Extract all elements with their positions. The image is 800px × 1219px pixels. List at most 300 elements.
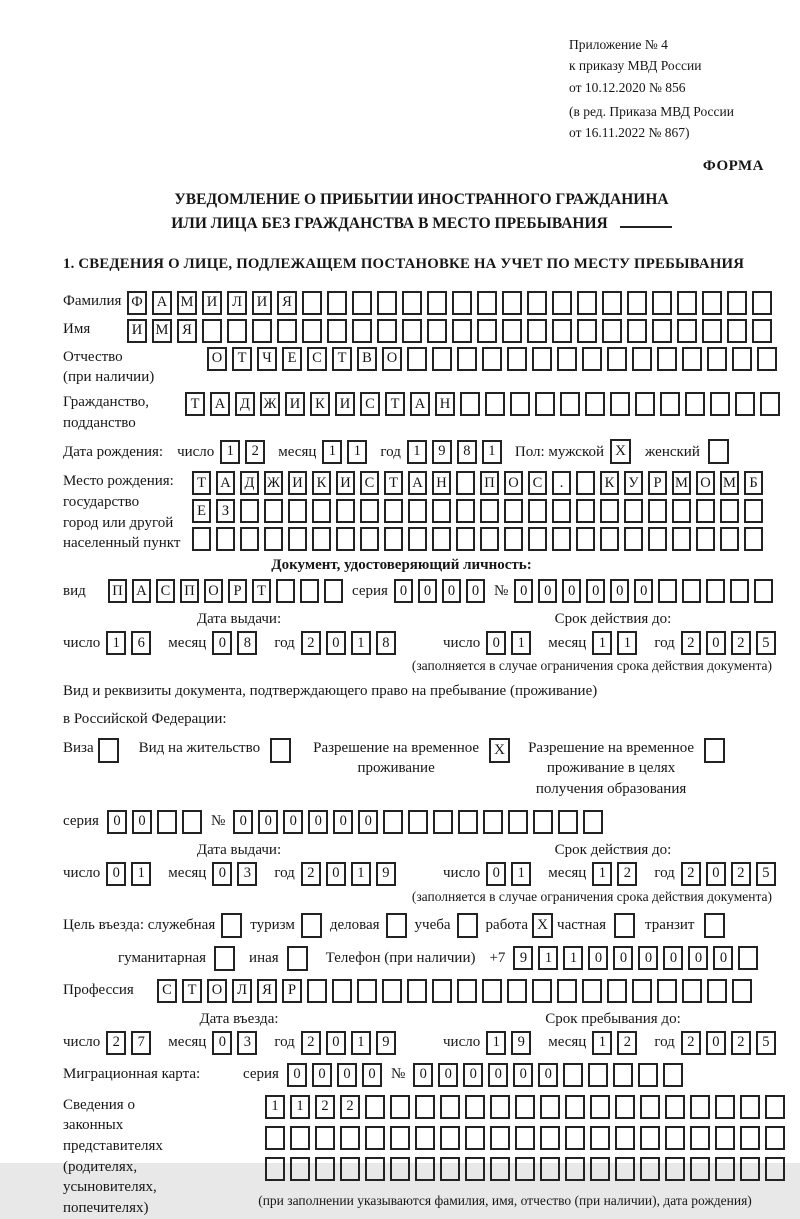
char-cell[interactable]: И: [288, 471, 307, 495]
char-cell[interactable]: Ж: [264, 471, 283, 495]
char-cell[interactable]: [744, 527, 763, 551]
char-cell[interactable]: С: [156, 579, 175, 603]
char-cell[interactable]: [727, 319, 747, 343]
char-cell[interactable]: [315, 1126, 335, 1150]
char-cell[interactable]: [624, 527, 643, 551]
char-cell[interactable]: 1: [617, 631, 637, 655]
char-cell[interactable]: Т: [385, 392, 405, 416]
char-cell[interactable]: 1: [538, 946, 558, 970]
purpose-work-checkbox[interactable]: X: [532, 913, 553, 938]
char-cell[interactable]: [565, 1095, 585, 1119]
char-cell[interactable]: [465, 1095, 485, 1119]
char-cell[interactable]: 0: [212, 1031, 232, 1055]
char-cell[interactable]: [408, 527, 427, 551]
char-cell[interactable]: [677, 319, 697, 343]
char-cell[interactable]: И: [335, 392, 355, 416]
char-cell[interactable]: 7: [131, 1031, 151, 1055]
char-cell[interactable]: [508, 810, 528, 834]
char-cell[interactable]: 9: [376, 862, 396, 886]
char-cell[interactable]: [482, 347, 502, 371]
char-cell[interactable]: Р: [282, 979, 302, 1003]
purpose-other-checkbox[interactable]: [287, 946, 308, 971]
char-cell[interactable]: [557, 347, 577, 371]
char-cell[interactable]: [407, 347, 427, 371]
char-cell[interactable]: [602, 291, 622, 315]
char-cell[interactable]: 9: [376, 1031, 396, 1055]
char-cell[interactable]: 5: [756, 1031, 776, 1055]
char-cell[interactable]: [480, 499, 499, 523]
purpose-study-checkbox[interactable]: [457, 913, 478, 938]
char-cell[interactable]: [465, 1126, 485, 1150]
char-cell[interactable]: 1: [592, 1031, 612, 1055]
char-cell[interactable]: 1: [351, 1031, 371, 1055]
char-cell[interactable]: 1: [511, 862, 531, 886]
char-cell[interactable]: [690, 1157, 710, 1181]
char-cell[interactable]: [528, 499, 547, 523]
char-cell[interactable]: [408, 499, 427, 523]
char-cell[interactable]: [515, 1095, 535, 1119]
gender-male-checkbox[interactable]: X: [610, 439, 631, 464]
char-cell[interactable]: 0: [538, 1063, 558, 1087]
char-cell[interactable]: [588, 1063, 608, 1087]
char-cell[interactable]: [532, 979, 552, 1003]
char-cell[interactable]: 2: [301, 1031, 321, 1055]
char-cell[interactable]: М: [152, 319, 172, 343]
char-cell[interactable]: [665, 1126, 685, 1150]
char-cell[interactable]: О: [382, 347, 402, 371]
char-cell[interactable]: [288, 499, 307, 523]
char-cell[interactable]: [265, 1126, 285, 1150]
char-cell[interactable]: Д: [235, 392, 255, 416]
char-cell[interactable]: [665, 1095, 685, 1119]
char-cell[interactable]: 0: [233, 810, 253, 834]
char-cell[interactable]: [685, 392, 705, 416]
char-cell[interactable]: 1: [322, 440, 342, 464]
char-cell[interactable]: Р: [648, 471, 667, 495]
char-cell[interactable]: [336, 527, 355, 551]
char-cell[interactable]: [535, 392, 555, 416]
char-cell[interactable]: [327, 319, 347, 343]
char-cell[interactable]: [290, 1126, 310, 1150]
char-cell[interactable]: 3: [237, 862, 257, 886]
char-cell[interactable]: [433, 810, 453, 834]
char-cell[interactable]: 8: [457, 440, 477, 464]
char-cell[interactable]: [456, 527, 475, 551]
char-cell[interactable]: [302, 291, 322, 315]
char-cell[interactable]: [336, 499, 355, 523]
char-cell[interactable]: 2: [617, 862, 637, 886]
char-cell[interactable]: 1: [592, 631, 612, 655]
char-cell[interactable]: [527, 291, 547, 315]
char-cell[interactable]: [624, 499, 643, 523]
char-cell[interactable]: [765, 1126, 785, 1150]
char-cell[interactable]: И: [285, 392, 305, 416]
char-cell[interactable]: [682, 579, 701, 603]
char-cell[interactable]: [710, 392, 730, 416]
char-cell[interactable]: 1: [290, 1095, 310, 1119]
char-cell[interactable]: [720, 499, 739, 523]
char-cell[interactable]: [300, 579, 319, 603]
char-cell[interactable]: [707, 979, 727, 1003]
char-cell[interactable]: [327, 291, 347, 315]
char-cell[interactable]: [600, 527, 619, 551]
char-cell[interactable]: [390, 1126, 410, 1150]
char-cell[interactable]: [552, 319, 572, 343]
char-cell[interactable]: У: [624, 471, 643, 495]
char-cell[interactable]: 2: [681, 862, 701, 886]
purpose-tourism-checkbox[interactable]: [301, 913, 322, 938]
char-cell[interactable]: [696, 499, 715, 523]
char-cell[interactable]: 0: [538, 579, 557, 603]
char-cell[interactable]: 1: [265, 1095, 285, 1119]
char-cell[interactable]: 0: [308, 810, 328, 834]
char-cell[interactable]: [532, 347, 552, 371]
char-cell[interactable]: [192, 527, 211, 551]
char-cell[interactable]: 0: [438, 1063, 458, 1087]
char-cell[interactable]: 0: [706, 862, 726, 886]
char-cell[interactable]: Л: [227, 291, 247, 315]
char-cell[interactable]: 0: [337, 1063, 357, 1087]
char-cell[interactable]: 1: [486, 1031, 506, 1055]
char-cell[interactable]: [582, 979, 602, 1003]
char-cell[interactable]: 6: [131, 631, 151, 655]
char-cell[interactable]: 0: [610, 579, 629, 603]
char-cell[interactable]: [490, 1095, 510, 1119]
purpose-official-checkbox[interactable]: [221, 913, 242, 938]
char-cell[interactable]: [665, 1157, 685, 1181]
char-cell[interactable]: 0: [326, 631, 346, 655]
char-cell[interactable]: [765, 1157, 785, 1181]
char-cell[interactable]: [720, 527, 739, 551]
char-cell[interactable]: [740, 1157, 760, 1181]
char-cell[interactable]: [477, 291, 497, 315]
char-cell[interactable]: [302, 319, 322, 343]
char-cell[interactable]: 0: [463, 1063, 483, 1087]
purpose-business-checkbox[interactable]: [386, 913, 407, 938]
char-cell[interactable]: [504, 527, 523, 551]
char-cell[interactable]: 0: [362, 1063, 382, 1087]
char-cell[interactable]: М: [672, 471, 691, 495]
char-cell[interactable]: 0: [514, 579, 533, 603]
char-cell[interactable]: Ч: [257, 347, 277, 371]
char-cell[interactable]: [440, 1126, 460, 1150]
char-cell[interactable]: 0: [613, 946, 633, 970]
char-cell[interactable]: [732, 347, 752, 371]
char-cell[interactable]: [340, 1126, 360, 1150]
char-cell[interactable]: М: [177, 291, 197, 315]
char-cell[interactable]: [384, 499, 403, 523]
char-cell[interactable]: [477, 319, 497, 343]
char-cell[interactable]: И: [252, 291, 272, 315]
char-cell[interactable]: [590, 1095, 610, 1119]
char-cell[interactable]: 0: [488, 1063, 508, 1087]
char-cell[interactable]: 0: [326, 1031, 346, 1055]
char-cell[interactable]: [240, 527, 259, 551]
char-cell[interactable]: [752, 319, 772, 343]
purpose-transit-checkbox[interactable]: [704, 913, 725, 938]
char-cell[interactable]: 5: [756, 862, 776, 886]
char-cell[interactable]: 0: [513, 1063, 533, 1087]
char-cell[interactable]: [276, 579, 295, 603]
char-cell[interactable]: Т: [384, 471, 403, 495]
char-cell[interactable]: [627, 291, 647, 315]
char-cell[interactable]: Я: [277, 291, 297, 315]
char-cell[interactable]: [427, 319, 447, 343]
char-cell[interactable]: [740, 1126, 760, 1150]
char-cell[interactable]: [565, 1157, 585, 1181]
char-cell[interactable]: [744, 499, 763, 523]
char-cell[interactable]: [585, 392, 605, 416]
char-cell[interactable]: .: [552, 471, 571, 495]
char-cell[interactable]: 0: [638, 946, 658, 970]
char-cell[interactable]: [590, 1157, 610, 1181]
char-cell[interactable]: [510, 392, 530, 416]
char-cell[interactable]: П: [108, 579, 127, 603]
char-cell[interactable]: [582, 347, 602, 371]
char-cell[interactable]: С: [157, 979, 177, 1003]
char-cell[interactable]: [682, 347, 702, 371]
char-cell[interactable]: [382, 979, 402, 1003]
char-cell[interactable]: [640, 1095, 660, 1119]
char-cell[interactable]: М: [720, 471, 739, 495]
char-cell[interactable]: [157, 810, 177, 834]
char-cell[interactable]: П: [180, 579, 199, 603]
char-cell[interactable]: 5: [756, 631, 776, 655]
char-cell[interactable]: 0: [713, 946, 733, 970]
char-cell[interactable]: 0: [634, 579, 653, 603]
char-cell[interactable]: 0: [258, 810, 278, 834]
char-cell[interactable]: [277, 319, 297, 343]
char-cell[interactable]: 0: [588, 946, 608, 970]
char-cell[interactable]: 0: [283, 810, 303, 834]
char-cell[interactable]: С: [528, 471, 547, 495]
char-cell[interactable]: [377, 291, 397, 315]
char-cell[interactable]: [432, 347, 452, 371]
char-cell[interactable]: 0: [418, 579, 437, 603]
char-cell[interactable]: [615, 1126, 635, 1150]
char-cell[interactable]: Т: [192, 471, 211, 495]
char-cell[interactable]: [577, 319, 597, 343]
char-cell[interactable]: [352, 291, 372, 315]
char-cell[interactable]: [457, 347, 477, 371]
char-cell[interactable]: Я: [257, 979, 277, 1003]
char-cell[interactable]: [640, 1126, 660, 1150]
char-cell[interactable]: 2: [731, 862, 751, 886]
char-cell[interactable]: [460, 392, 480, 416]
char-cell[interactable]: [707, 347, 727, 371]
char-cell[interactable]: [456, 499, 475, 523]
char-cell[interactable]: 0: [358, 810, 378, 834]
char-cell[interactable]: [507, 979, 527, 1003]
char-cell[interactable]: [565, 1126, 585, 1150]
char-cell[interactable]: [452, 319, 472, 343]
char-cell[interactable]: [440, 1095, 460, 1119]
char-cell[interactable]: 0: [663, 946, 683, 970]
char-cell[interactable]: [730, 579, 749, 603]
char-cell[interactable]: [576, 527, 595, 551]
char-cell[interactable]: [602, 319, 622, 343]
char-cell[interactable]: [507, 347, 527, 371]
char-cell[interactable]: [627, 319, 647, 343]
char-cell[interactable]: [290, 1157, 310, 1181]
char-cell[interactable]: О: [207, 347, 227, 371]
char-cell[interactable]: А: [216, 471, 235, 495]
char-cell[interactable]: П: [480, 471, 499, 495]
char-cell[interactable]: 2: [301, 631, 321, 655]
char-cell[interactable]: [607, 979, 627, 1003]
char-cell[interactable]: [540, 1157, 560, 1181]
char-cell[interactable]: [696, 527, 715, 551]
char-cell[interactable]: [672, 527, 691, 551]
char-cell[interactable]: В: [357, 347, 377, 371]
char-cell[interactable]: 0: [132, 810, 152, 834]
char-cell[interactable]: [332, 979, 352, 1003]
char-cell[interactable]: 8: [237, 631, 257, 655]
char-cell[interactable]: [202, 319, 222, 343]
char-cell[interactable]: Т: [182, 979, 202, 1003]
char-cell[interactable]: 1: [482, 440, 502, 464]
char-cell[interactable]: Ф: [127, 291, 147, 315]
char-cell[interactable]: [415, 1095, 435, 1119]
char-cell[interactable]: З: [216, 499, 235, 523]
char-cell[interactable]: С: [360, 471, 379, 495]
char-cell[interactable]: [227, 319, 247, 343]
char-cell[interactable]: О: [207, 979, 227, 1003]
char-cell[interactable]: 0: [413, 1063, 433, 1087]
temp-residence-checkbox[interactable]: X: [489, 738, 510, 763]
char-cell[interactable]: [182, 810, 202, 834]
char-cell[interactable]: 0: [333, 810, 353, 834]
char-cell[interactable]: [533, 810, 553, 834]
char-cell[interactable]: 0: [442, 579, 461, 603]
char-cell[interactable]: [465, 1157, 485, 1181]
char-cell[interactable]: [402, 319, 422, 343]
char-cell[interactable]: [502, 291, 522, 315]
char-cell[interactable]: [760, 392, 780, 416]
char-cell[interactable]: О: [504, 471, 523, 495]
char-cell[interactable]: [648, 527, 667, 551]
char-cell[interactable]: [415, 1157, 435, 1181]
char-cell[interactable]: [377, 319, 397, 343]
char-cell[interactable]: 0: [466, 579, 485, 603]
char-cell[interactable]: А: [408, 471, 427, 495]
char-cell[interactable]: 1: [592, 862, 612, 886]
char-cell[interactable]: [715, 1126, 735, 1150]
visa-checkbox[interactable]: [98, 738, 119, 763]
char-cell[interactable]: Я: [177, 319, 197, 343]
char-cell[interactable]: Н: [435, 392, 455, 416]
char-cell[interactable]: 0: [688, 946, 708, 970]
char-cell[interactable]: Б: [744, 471, 763, 495]
char-cell[interactable]: [590, 1126, 610, 1150]
char-cell[interactable]: [216, 527, 235, 551]
char-cell[interactable]: [552, 527, 571, 551]
char-cell[interactable]: С: [360, 392, 380, 416]
char-cell[interactable]: И: [202, 291, 222, 315]
char-cell[interactable]: [563, 1063, 583, 1087]
char-cell[interactable]: [252, 319, 272, 343]
char-cell[interactable]: [652, 319, 672, 343]
char-cell[interactable]: 3: [237, 1031, 257, 1055]
char-cell[interactable]: 8: [376, 631, 396, 655]
char-cell[interactable]: [527, 319, 547, 343]
char-cell[interactable]: [480, 527, 499, 551]
char-cell[interactable]: [365, 1126, 385, 1150]
char-cell[interactable]: 2: [301, 862, 321, 886]
char-cell[interactable]: 1: [106, 631, 126, 655]
char-cell[interactable]: [432, 979, 452, 1003]
char-cell[interactable]: [485, 392, 505, 416]
char-cell[interactable]: [652, 291, 672, 315]
char-cell[interactable]: [607, 347, 627, 371]
char-cell[interactable]: 2: [106, 1031, 126, 1055]
char-cell[interactable]: О: [696, 471, 715, 495]
char-cell[interactable]: [240, 499, 259, 523]
char-cell[interactable]: [576, 471, 595, 495]
char-cell[interactable]: [390, 1157, 410, 1181]
char-cell[interactable]: А: [410, 392, 430, 416]
gender-female-checkbox[interactable]: [708, 439, 729, 464]
char-cell[interactable]: 2: [245, 440, 265, 464]
char-cell[interactable]: [632, 347, 652, 371]
char-cell[interactable]: [307, 979, 327, 1003]
char-cell[interactable]: [727, 291, 747, 315]
char-cell[interactable]: [365, 1157, 385, 1181]
char-cell[interactable]: 1: [407, 440, 427, 464]
char-cell[interactable]: 0: [394, 579, 413, 603]
purpose-humanitarian-checkbox[interactable]: [214, 946, 235, 971]
char-cell[interactable]: [365, 1095, 385, 1119]
char-cell[interactable]: [352, 319, 372, 343]
char-cell[interactable]: [577, 291, 597, 315]
char-cell[interactable]: [635, 392, 655, 416]
char-cell[interactable]: [610, 392, 630, 416]
char-cell[interactable]: Е: [192, 499, 211, 523]
char-cell[interactable]: А: [152, 291, 172, 315]
char-cell[interactable]: [632, 979, 652, 1003]
char-cell[interactable]: [264, 499, 283, 523]
char-cell[interactable]: Т: [185, 392, 205, 416]
char-cell[interactable]: [615, 1157, 635, 1181]
char-cell[interactable]: [640, 1157, 660, 1181]
char-cell[interactable]: [432, 527, 451, 551]
char-cell[interactable]: [648, 499, 667, 523]
char-cell[interactable]: 0: [706, 631, 726, 655]
char-cell[interactable]: [357, 979, 377, 1003]
char-cell[interactable]: 2: [340, 1095, 360, 1119]
char-cell[interactable]: [765, 1095, 785, 1119]
char-cell[interactable]: 1: [351, 862, 371, 886]
char-cell[interactable]: И: [127, 319, 147, 343]
char-cell[interactable]: [657, 979, 677, 1003]
char-cell[interactable]: [560, 392, 580, 416]
char-cell[interactable]: Р: [228, 579, 247, 603]
char-cell[interactable]: 0: [586, 579, 605, 603]
char-cell[interactable]: [677, 291, 697, 315]
char-cell[interactable]: 0: [212, 862, 232, 886]
char-cell[interactable]: А: [132, 579, 151, 603]
char-cell[interactable]: [264, 527, 283, 551]
char-cell[interactable]: 1: [131, 862, 151, 886]
char-cell[interactable]: [615, 1095, 635, 1119]
char-cell[interactable]: [583, 810, 603, 834]
char-cell[interactable]: Н: [432, 471, 451, 495]
char-cell[interactable]: [735, 392, 755, 416]
char-cell[interactable]: 2: [315, 1095, 335, 1119]
char-cell[interactable]: [490, 1157, 510, 1181]
char-cell[interactable]: [482, 979, 502, 1003]
char-cell[interactable]: 2: [617, 1031, 637, 1055]
